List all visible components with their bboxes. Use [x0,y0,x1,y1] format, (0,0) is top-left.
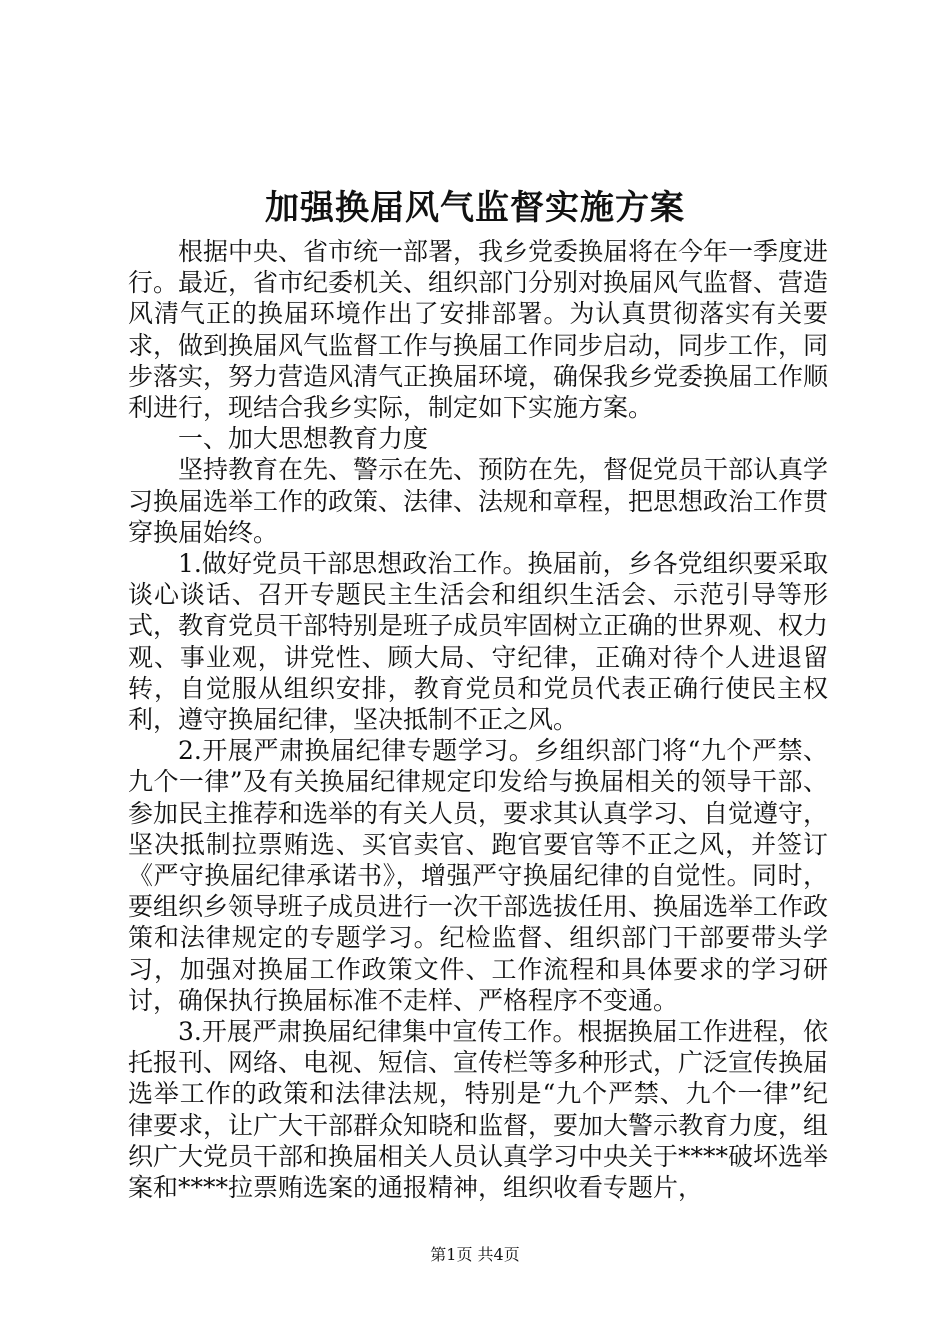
paragraph-intro: 根据中央、省市统一部署，我乡党委换届将在今年一季度进行。最近，省市纪委机关、组织部门分别对换届风气监督、营造风清气正的换届环境作出了安排部署。为认真贯彻落实有关要求，做到换届风气监督工作与换届工作同步启动，同步工作，同步落实，努力营造风清气正换届环境，确保我乡党委换届工作顺利进行，现结合我乡实际，制定如下实施方案。 [128,237,829,423]
document-title: 加强换届风气监督实施方案 [265,188,685,228]
paragraph-item-2: 2.开展严肃换届纪律专题学习。乡组织部门将“九个严禁、九个一律”及有关换届纪律规定印发给与换届相关的领导干部、参加民主推荐和选举的有关人员，要求其认真学习、自觉遵守，坚决抵制拉票贿选、买官卖官、跑官要官等不正之风，并签订《严守换届纪律承诺书》，增强严守换届纪律的自觉性。同时，要组织乡领导班子成员进行一次干部选拔任用、换届选举工作政策和法律规定的专题学习。纪检监督、组织部门干部要带头学习，加强对换届工作政策文件、工作流程和具体要求的学习研讨，确保执行换届标准不走样、严格程序不变通。 [128,736,829,1015]
paragraph-item-3: 3.开展严肃换届纪律集中宣传工作。根据换届工作进程，依托报刊、网络、电视、短信、宣传栏等多种形式，广泛宣传换届选举工作的政策和法律法规，特别是“九个严禁、九个一律”纪律要求，让广大干部群众知晓和监督，要加大警示教育力度，组织广大党员干部和换届相关人员认真学习中央关于****破坏选举案和****拉票贿选案的通报精神，组织收看专题片， [128,1017,829,1203]
section-heading-1: 一、加大思想教育力度 [178,424,429,454]
page-footer: 第1页 共4页 [430,1245,520,1264]
paragraph-section-1-intro: 坚持教育在先、警示在先、预防在先，督促党员干部认真学习换届选举工作的政策、法律、法规和章程，把思想政治工作贯穿换届始终。 [128,455,829,547]
paragraph-item-1: 1.做好党员干部思想政治工作。换届前，乡各党组织要采取谈心谈话、召开专题民主生活会和组织生活会、示范引导等形式，教育党员干部特别是班子成员牢固树立正确的世界观、权力观、事业观，讲党性、顾大局、守纪律，正确对待个人进退留转，自觉服从组织安排，教育党员和党员代表正确行使民主权利，遵守换届纪律，坚决抵制不正之风。 [128,549,829,735]
document-body [128,236,828,1203]
